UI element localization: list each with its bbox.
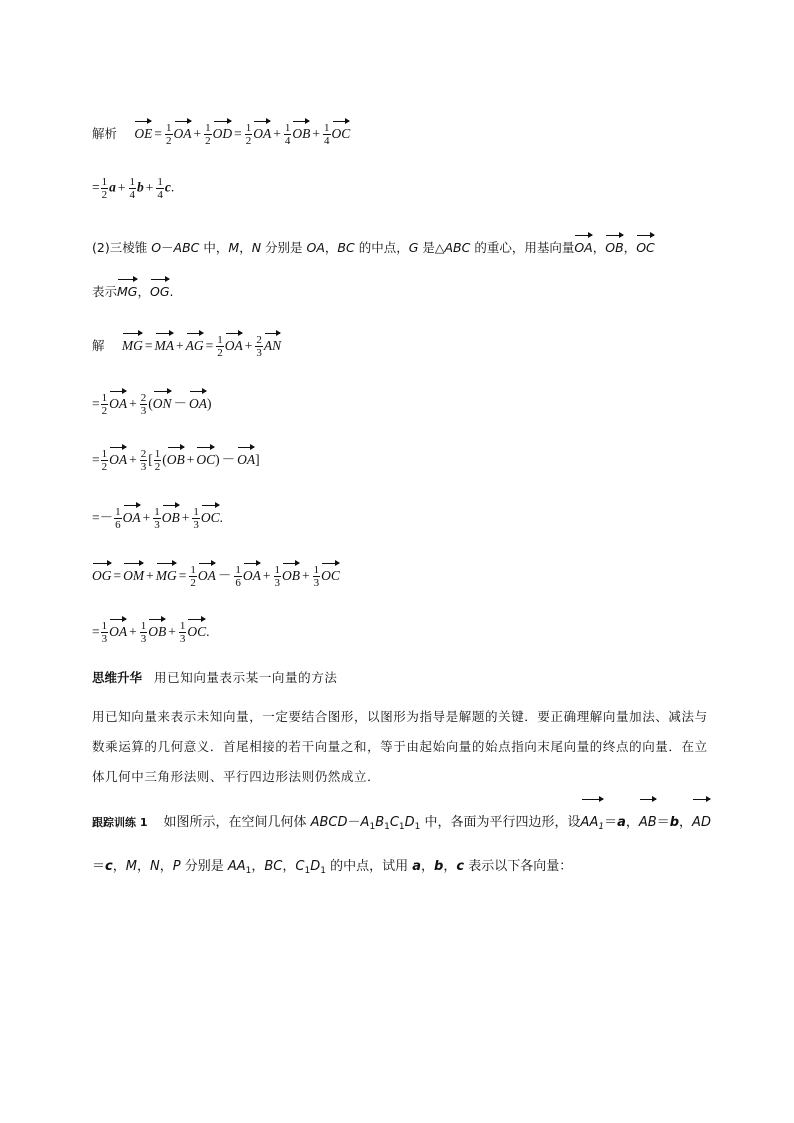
fraction: $\frac{1}{3}$: [140, 620, 147, 646]
vector-OB: OB: [167, 444, 185, 469]
analysis-line-1: 解析 OE = $\frac{1}{2}$ OA + $\frac{1}{2}$ OD = $\frac{1}{2}$ OA + $\frac{1}{4}$ OB + $\frac{1}{4}$ OC: [92, 118, 714, 147]
problem-2-line-2: 表示MG，OG.: [92, 276, 714, 301]
tracking-exercise: 跟踪训练 1 如图所示，在空间几何体 $ABCD-A_1B_1C_1D_1$ 中，各面为平行四边形，设$AA_1=a$，AB＝b，AD＝c，M，N，P 分别是 $AA_1$，BC，$C_1D_1$ 的中点，试用 a，b，c 表示以下各向量：: [92, 796, 712, 891]
fraction: $\frac{2}{3}$: [256, 334, 262, 360]
vector-OA: OA: [574, 232, 592, 257]
vector-OA: OA: [225, 330, 243, 355]
fraction: $\frac{1}{4}$: [324, 122, 330, 148]
vector-OB: OB: [148, 616, 166, 641]
vector-MA: MA: [155, 330, 175, 355]
vector-OA: OA: [109, 616, 127, 641]
vector-OC: OC: [187, 616, 206, 641]
fraction: $\frac{1}{2}$: [154, 448, 161, 474]
vector-OC: OC: [636, 232, 655, 257]
fraction: $\frac{1}{4}$: [129, 176, 135, 201]
vector-OC: OC: [201, 502, 220, 527]
vector-c: c: [164, 179, 171, 195]
problem-2-line-1: (2)三棱锥 O－ABC 中，M，N 分别是 OA，BC 的中点，G 是△ABC 的重心，用基向量OA，OB，OC: [92, 232, 714, 257]
vector-MG: MG: [122, 330, 143, 355]
tracking-exercise-tag: 跟踪训练 1: [92, 816, 148, 829]
fraction: $\frac{1}{2}$: [101, 392, 108, 418]
solution-label: 解: [92, 338, 105, 353]
summary-title: 用已知向量表示某一向量的方法: [154, 670, 338, 685]
vector-OB: OB: [605, 232, 623, 257]
fraction: $\frac{1}{3}$: [154, 506, 160, 532]
summary-heading: [92, 668, 337, 686]
fraction: $\frac{1}{2}$: [217, 334, 223, 360]
vector-OA: OA: [253, 118, 271, 143]
fraction: $\frac{2}{3}$: [140, 448, 147, 474]
vector-OC: OC: [196, 444, 215, 469]
vector-OB: OB: [282, 560, 300, 585]
fraction: $\frac{1}{3}$: [179, 620, 186, 646]
vector-OA: OA: [243, 560, 261, 585]
fraction: $\frac{1}{2}$: [101, 448, 108, 474]
solution-line-3: = $\frac{1}{2}$ OA + $\frac{2}{3}$ [ $\frac{1}{2}$ (OB + OC) － OA]: [92, 444, 714, 473]
vector-OA: OA: [109, 388, 127, 413]
fraction: $\frac{1}{2}$: [166, 122, 172, 148]
vector-OA: OA: [237, 444, 255, 469]
fraction: $\frac{1}{4}$: [284, 122, 291, 148]
vector-OA: OA: [189, 388, 207, 413]
solution-line-5: OG = OM + MG = $\frac{1}{2}$ OA － $\frac{1}{6}$ OA + $\frac{1}{3}$ OB + $\frac{1}{3}$ OC: [92, 560, 714, 589]
fraction: $\frac{1}{2}$: [205, 122, 211, 148]
vector-AN: AN: [264, 330, 281, 355]
vector-OM: OM: [123, 560, 144, 585]
fraction: $\frac{1}{3}$: [313, 564, 320, 590]
fraction: $\frac{1}{4}$: [157, 176, 163, 201]
vector-a: a: [109, 179, 116, 195]
fraction: $\frac{1}{2}$: [190, 564, 196, 590]
summary-body: 用已知向量来表示未知向量，一定要结合图形，以图形为指导是解题的关键．要正确理解向量加法、减法与数乘运算的几何意义．首尾相接的若干向量之和，等于由起始向量的始点指向末尾向量的终点的向量．在立体几何中三角形法则、平行四边形法则仍然成立．: [92, 709, 708, 784]
vector-OA: OA: [109, 444, 127, 469]
vector-MG: MG: [156, 560, 177, 585]
solution-line-4: =－ $\frac{1}{6}$ OA + $\frac{1}{3}$ OB + $\frac{1}{3}$ OC.: [92, 502, 714, 531]
vector-OC: OC: [332, 118, 351, 143]
analysis-label: 解析: [92, 126, 118, 141]
solution-line-2: = $\frac{1}{2}$ OA + $\frac{2}{3}$ (ON － OA): [92, 388, 714, 417]
vector-OA: OA: [174, 118, 192, 143]
vector-OA: OA: [123, 502, 141, 527]
analysis-line-2: = $\frac{1}{2}$ a + $\frac{1}{4}$ b + $\frac{1}{4}$ c.: [92, 176, 175, 201]
vector-OG: OG: [92, 560, 112, 585]
vector-OB: OB: [162, 502, 180, 527]
vector-OA: OA: [198, 560, 216, 585]
vector-AG: AG: [186, 330, 204, 355]
summary-heading-label: 思维升华: [92, 670, 143, 685]
fraction: $\frac{1}{2}$: [101, 176, 108, 201]
fraction: $\frac{1}{6}$: [115, 506, 121, 532]
vector-MG: MG: [117, 276, 137, 301]
vector-AB: AB: [639, 796, 657, 843]
vector-OG: OG: [150, 276, 170, 301]
fraction: $\frac{1}{3}$: [274, 564, 280, 590]
fraction: $\frac{1}{3}$: [101, 620, 108, 646]
vector-OD: OD: [213, 118, 233, 143]
vector-b: b: [137, 179, 144, 195]
fraction: $\frac{1}{3}$: [193, 506, 199, 532]
fraction: $\frac{2}{3}$: [140, 392, 147, 418]
vector-OB: OB: [292, 118, 310, 143]
vector-OE: OE: [134, 118, 152, 143]
fraction: $\frac{1}{2}$: [245, 122, 252, 148]
fraction: $\frac{1}{6}$: [235, 564, 241, 590]
vector-ON: ON: [153, 388, 172, 413]
solution-line-6: = $\frac{1}{3}$ OA + $\frac{1}{3}$ OB + $\frac{1}{3}$ OC.: [92, 616, 714, 645]
vector-AA1: $AA_1$: [581, 796, 605, 847]
vector-AD: AD: [692, 796, 711, 843]
solution-line-1: 解 MG = MA + AG = $\frac{1}{2}$ OA + $\frac{2}{3}$ AN: [92, 330, 714, 359]
vector-OC: OC: [321, 560, 340, 585]
